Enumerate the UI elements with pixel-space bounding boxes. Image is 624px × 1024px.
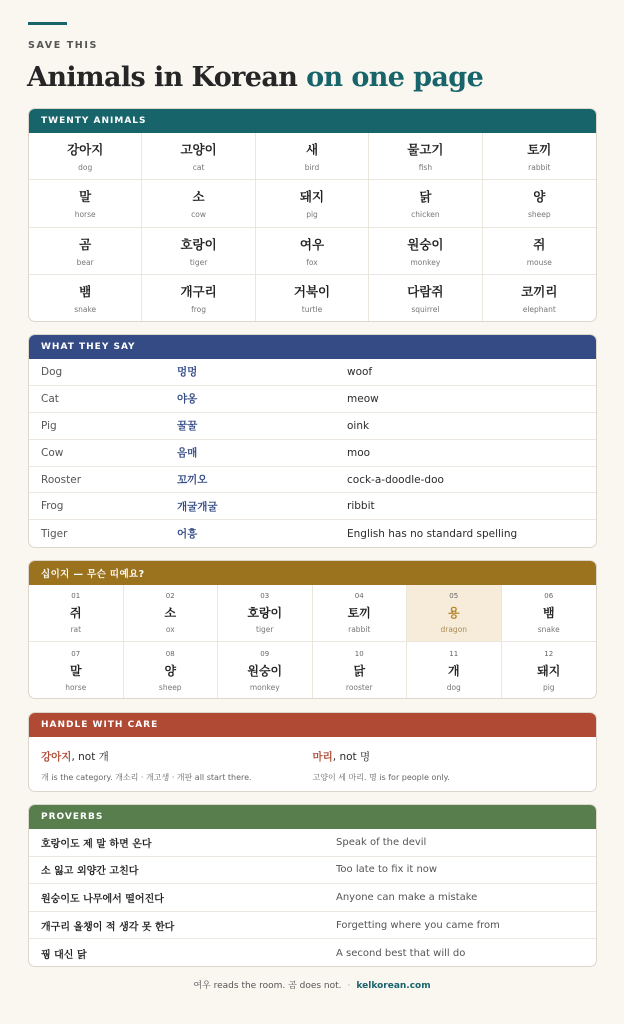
animal-korean: 개구리: [180, 284, 217, 300]
zodiac-korean: 말: [69, 663, 82, 678]
care-rest: , not 개: [71, 751, 109, 763]
zodiac-cell: [29, 585, 124, 642]
proverb-english: A second best that will do: [336, 947, 466, 959]
animal-korean: 뱀: [79, 284, 92, 300]
sound-animal: Rooster: [41, 473, 82, 486]
sound-english: woof: [347, 365, 373, 378]
zodiac-cell: [29, 642, 124, 699]
animal-korean: 여우: [299, 236, 325, 252]
animal-english: tiger: [189, 257, 208, 267]
animal-korean: 거북이: [293, 284, 331, 300]
care-rest: , not 명: [332, 751, 371, 763]
zodiac-english: snake: [537, 625, 560, 634]
animal-cell: [142, 133, 255, 180]
care-note: 개 is the category. 개소리 · 개고생 · 개판 all start there.: [41, 773, 252, 782]
sound-english: cock-a-doodle-doo: [347, 473, 444, 486]
animal-korean: 돼지: [299, 189, 325, 205]
proverb-korean: 원숭이도 나무에서 떨어진다: [41, 893, 164, 905]
zodiac-english: sheep: [158, 682, 182, 692]
care-word: 강아지: [41, 751, 72, 763]
sound-animal: Frog: [41, 500, 64, 513]
title-main: Animals in Korean: [27, 62, 298, 93]
sound-row: [29, 359, 596, 386]
proverbs-list: [29, 829, 596, 967]
care-item: [41, 749, 313, 783]
zodiac-number: 04: [354, 592, 364, 600]
zodiac-english: dragon: [440, 625, 468, 634]
animal-korean: 물고기: [407, 142, 444, 158]
zodiac-korean: 호랑이: [247, 606, 283, 620]
twenty-animals-card: [28, 108, 597, 322]
proverbs-card: [28, 804, 597, 967]
zodiac-number: 10: [354, 649, 364, 658]
sound-row: [29, 493, 596, 520]
animal-korean: 쥐: [533, 236, 546, 252]
handle-with-care-card: [28, 712, 597, 792]
zodiac-english: rabbit: [348, 625, 371, 634]
zodiac-korean: 개: [447, 663, 460, 678]
zodiac-korean: 돼지: [537, 663, 561, 678]
animal-cell: [256, 180, 369, 227]
animal-korean: 새: [305, 142, 319, 158]
animal-korean: 토끼: [527, 142, 552, 158]
sound-korean: 꼬끼오: [177, 474, 208, 486]
zodiac-korean: 토끼: [347, 606, 371, 620]
animals-grid: [29, 133, 596, 322]
animal-english: fish: [418, 163, 433, 173]
zodiac-card: [28, 560, 597, 699]
animal-cell: [29, 133, 142, 180]
sound-row: [29, 386, 596, 413]
animal-cell: [369, 275, 482, 322]
proverb-english: Forgetting where you came from: [336, 919, 500, 931]
animal-english: horse: [74, 210, 96, 220]
animal-cell: [256, 228, 369, 275]
animal-english: frog: [191, 305, 207, 315]
animal-english: elephant: [522, 305, 556, 315]
zodiac-cell: [313, 585, 408, 642]
animal-korean: 호랑이: [180, 236, 217, 252]
eyebrow-label: SAVE THIS: [28, 40, 98, 51]
animal-cell: [483, 180, 596, 227]
sound-korean: 꿀꿀: [177, 420, 198, 433]
zodiac-cell: [124, 585, 219, 642]
proverb-row: [29, 884, 596, 912]
zodiac-korean: 쥐: [69, 606, 82, 620]
sound-english: moo: [347, 446, 371, 459]
animal-cell: [483, 228, 596, 275]
animal-english: cat: [192, 163, 205, 173]
animal-korean: 강아지: [67, 142, 104, 158]
proverb-korean: 개구리 올챙이 적 생각 못 한다: [41, 921, 175, 933]
zodiac-korean: 소: [164, 606, 177, 620]
zodiac-number: 02: [165, 592, 175, 600]
animal-korean: 말: [79, 189, 92, 205]
care-rule: [41, 749, 313, 764]
zodiac-cell: [124, 642, 219, 699]
sound-row: [29, 520, 596, 547]
care-item: [313, 749, 585, 783]
care-columns: [29, 737, 596, 783]
twenty-animals-heading: TWENTY ANIMALS: [29, 109, 596, 133]
proverb-korean: 꿩 대신 닭: [41, 949, 87, 961]
footer-text: 여우 reads the room. 곰 does not.: [193, 981, 342, 991]
animal-english: chicken: [411, 210, 440, 220]
sound-korean: 개굴개굴: [177, 500, 218, 513]
sound-english: ribbit: [347, 500, 375, 513]
footer-site-link[interactable]: kelkorean.com: [356, 981, 431, 991]
proverb-english: Anyone can make a mistake: [336, 891, 478, 903]
sound-korean: 음매: [177, 447, 198, 460]
page-title: [27, 62, 483, 93]
sound-english: oink: [347, 419, 370, 432]
animal-sounds-card: [28, 334, 597, 548]
zodiac-cell: [407, 585, 502, 642]
zodiac-number: 12: [544, 649, 554, 658]
zodiac-cell: [218, 585, 313, 642]
footer-separator: ·: [347, 981, 351, 991]
zodiac-number: 03: [260, 592, 270, 600]
zodiac-number: 11: [449, 649, 459, 658]
animal-english: turtle: [301, 305, 323, 315]
proverb-row: [29, 912, 596, 940]
zodiac-korean: 닭: [353, 663, 366, 678]
animal-cell: [29, 228, 142, 275]
proverb-row: [29, 857, 596, 885]
animal-cell: [483, 133, 596, 180]
zodiac-number: 01: [71, 592, 81, 600]
proverb-english: Too late to fix it now: [336, 864, 438, 876]
zodiac-grid: [29, 585, 596, 699]
animal-korean: 다람쥐: [407, 284, 444, 300]
animal-sounds-heading: WHAT THEY SAY: [29, 335, 596, 359]
zodiac-korean: 양: [164, 663, 177, 678]
animal-sounds-list: [29, 359, 596, 547]
zodiac-cell: [218, 642, 313, 699]
sound-animal: Cat: [41, 392, 59, 405]
proverb-row: [29, 939, 596, 967]
title-highlight: on one page: [306, 62, 484, 93]
animal-cell: [142, 228, 255, 275]
handle-with-care-heading: HANDLE WITH CARE: [29, 713, 596, 737]
sound-korean: 멍멍: [177, 366, 198, 379]
animal-english: monkey: [410, 257, 441, 267]
care-rule: [313, 749, 585, 764]
zodiac-number: 06: [544, 592, 554, 600]
proverb-row: [29, 829, 596, 857]
animal-english: dog: [78, 163, 93, 173]
zodiac-english: rat: [70, 625, 82, 634]
proverb-korean: 호랑이도 제 말 하면 온다: [41, 838, 152, 850]
animal-english: sheep: [527, 210, 551, 220]
animal-cell: [142, 275, 255, 322]
animal-cell: [142, 180, 255, 227]
animal-cell: [256, 275, 369, 322]
sound-animal: Cow: [41, 446, 64, 459]
animal-korean: 원숭이: [407, 236, 444, 252]
animal-cell: [369, 228, 482, 275]
animal-cell: [483, 275, 596, 322]
animal-english: fox: [306, 257, 318, 267]
zodiac-english: horse: [65, 682, 87, 692]
sound-row: [29, 467, 596, 494]
proverbs-heading: PROVERBS: [29, 805, 596, 829]
zodiac-english: rooster: [345, 682, 373, 692]
animal-korean: 소: [192, 189, 205, 205]
accent-line: [28, 22, 67, 25]
animal-cell: [29, 180, 142, 227]
sound-korean: 야옹: [177, 393, 198, 406]
proverb-korean: 소 잃고 외양간 고친다: [41, 866, 139, 878]
zodiac-number: 08: [165, 649, 175, 658]
zodiac-cell: [313, 642, 408, 699]
animal-cell: [369, 133, 482, 180]
animal-korean: 곰: [79, 236, 92, 252]
sound-animal: Pig: [41, 419, 57, 432]
sound-animal: Tiger: [41, 527, 68, 540]
animal-english: squirrel: [411, 305, 440, 315]
animal-korean: 고양이: [180, 142, 217, 158]
animal-english: snake: [74, 305, 97, 315]
zodiac-english: pig: [542, 682, 555, 692]
zodiac-cell: [502, 642, 597, 699]
zodiac-number: 07: [71, 649, 81, 658]
proverb-english: Speak of the devil: [336, 836, 427, 848]
zodiac-english: ox: [165, 625, 175, 634]
zodiac-cell: [502, 585, 597, 642]
zodiac-korean: 뱀: [542, 606, 555, 620]
zodiac-number: 09: [260, 649, 270, 658]
zodiac-number: 05: [449, 592, 459, 600]
zodiac-heading: 십이지 — 무슨 띠예요?: [29, 561, 596, 585]
animal-english: rabbit: [528, 163, 551, 173]
animal-cell: [29, 275, 142, 322]
animal-english: bird: [304, 163, 320, 173]
animal-english: cow: [191, 210, 207, 220]
sound-row: [29, 413, 596, 440]
animal-english: pig: [306, 210, 318, 220]
care-note: 고양이 세 마리. 명 is for people only.: [312, 773, 450, 782]
animal-korean: 코끼리: [521, 284, 558, 300]
zodiac-cell: [407, 642, 502, 699]
sound-animal: Dog: [41, 365, 63, 378]
zodiac-english: monkey: [249, 682, 280, 692]
animal-cell: [369, 180, 482, 227]
zodiac-korean: 원숭이: [247, 663, 283, 678]
zodiac-english: tiger: [256, 625, 274, 634]
animal-korean: 닭: [419, 189, 432, 205]
zodiac-korean: 용: [447, 606, 460, 620]
sound-row: [29, 440, 596, 467]
care-word: 마리: [312, 751, 333, 763]
animal-english: mouse: [526, 257, 552, 267]
animal-korean: 양: [533, 189, 546, 205]
zodiac-english: dog: [446, 682, 461, 692]
animal-english: bear: [76, 257, 94, 267]
sound-english: English has no standard spelling: [347, 527, 518, 540]
animal-cell: [256, 133, 369, 180]
footer: [0, 978, 624, 991]
sound-english: meow: [347, 392, 379, 405]
sound-korean: 어흥: [177, 528, 198, 541]
